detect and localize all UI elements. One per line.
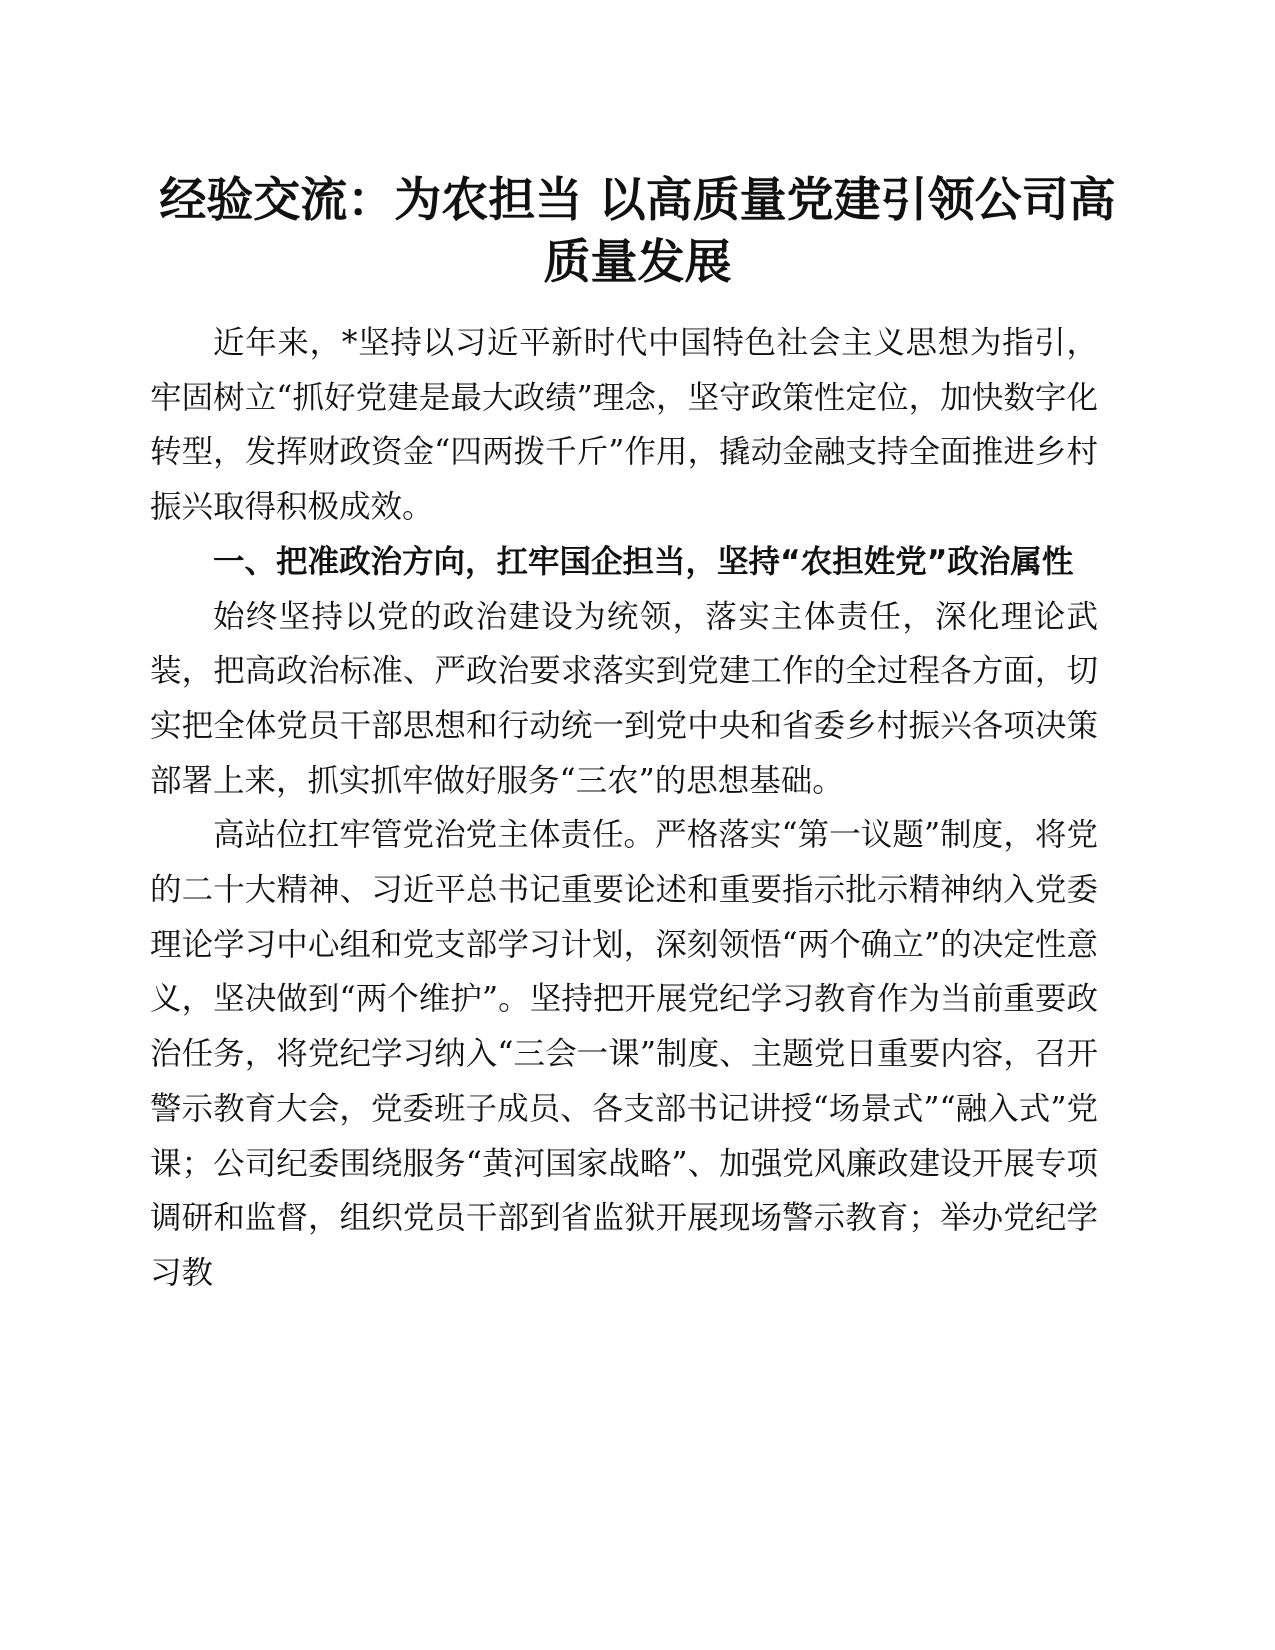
section-1-paragraph-2: 高站位扛牢管党治党主体责任。严格落实“第一议题”制度，将党的二十大精神、习近平总书记重要论述和重要指示批示精神纳入党委理论学习中心组和党支部学习计划，深刻领悟“两个确立”的决定性意义，坚决做到“两个维护”。坚持把开展党纪学习教育作为当前重要政治任务，将党纪学习纳入“三会一课”制度、主题党日重要内容，召开警示教育大会，党委班子成员、各支部书记讲授“场景式”“融入式”党课；公司纪委围绕服务“黄河国家战略”、加强党风廉政建设开展专项调研和监督，组织党员干部到省监狱开展现场警示教育；举办党纪学习教 bbox=[150, 817, 1098, 1291]
section-1-paragraph-1: 始终坚持以党的政治建设为统领，落实主体责任，深化理论武装，把高政治标准、严政治要求落实到党建工作的全过程各方面，切实把全体党员干部思想和行动统一到党中央和省委乡村振兴各项决策部署上来，抓实抓牢做好服务“三农”的思想基础。 bbox=[150, 598, 1098, 799]
document-title: 经验交流：为农担当 以高质量党建引领公司高质量发展 bbox=[159, 173, 1116, 290]
intro-paragraph: 近年来，*坚持以习近平新时代中国特色社会主义思想为指引，牢固树立“抓好党建是最大政绩”理念，坚守政策性定位，加快数字化转型，发挥财政资金“四两拨千斤”作用，撬动金融支持全面推进乡村振兴取得积极成效。 bbox=[150, 325, 1098, 526]
document-body bbox=[150, 316, 1098, 1301]
section-heading-1: 一、把准政治方向，扛牢国企担当，坚持“农担姓党”政治属性 bbox=[213, 543, 1074, 580]
